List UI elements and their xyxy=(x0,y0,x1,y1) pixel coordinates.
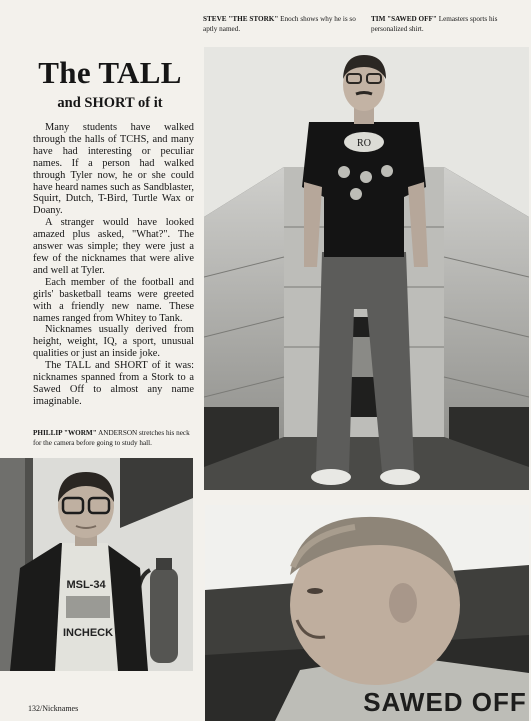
caption-sawed-off xyxy=(371,15,529,34)
paragraph: The TALL and SHORT of it was: nicknames spanned from a Stork to a Sawed Off to almost any name imaginable. xyxy=(33,360,194,407)
caption-sawed-off-name: TIM "SAWED OFF" xyxy=(371,15,437,23)
caption-stork xyxy=(203,15,363,34)
stork-shirt-logo: RO xyxy=(357,138,371,149)
worm-shirt-text: MSL-34 xyxy=(66,579,106,591)
caption-stork-name: STEVE "THE STORK" xyxy=(203,15,279,23)
paragraph: Each member of the football and girls' basketball teams were greeted with a friendly new name. These names ranged from Whitey to Tank. xyxy=(33,276,194,324)
caption-sawed-off-text: Lemasters sports his personalized shirt. xyxy=(371,15,498,33)
caption-worm-name: PHILLIP "WORM" xyxy=(33,429,97,437)
photo-stork xyxy=(204,47,529,490)
photo-sawed-off xyxy=(205,505,529,721)
sawed-off-shirt-text: SAWED OFF xyxy=(363,687,527,717)
article-body xyxy=(33,122,194,408)
page-number: 132/Nicknames xyxy=(28,704,79,713)
worm-shirt-text-2: INCHECK xyxy=(62,627,114,639)
caption-worm-text: ANDERSON stretches his neck for the camera before going to study hall. xyxy=(33,429,190,447)
page-title: The TALL xyxy=(38,55,182,90)
caption-stork-text: Enoch shows why he is so aptly named. xyxy=(203,15,356,33)
paragraph: A stranger would have looked amazed plus asked, "What?". The answer was simple; they were just a few of the nicknames that were alive and well at Tyler. xyxy=(33,217,194,276)
paragraph: Many students have walked through the halls of TCHS, and many have had interesting or peculiar names. If a person had walked through Tyler now, he or she could have heard names such as Sandblaster, Squirt, Dutch, T-Bird, Turtle Wax or Doany. xyxy=(33,122,194,217)
paragraph: Nicknames usually derived from height, weight, IQ, a sport, unusual qualities or just an inside joke. xyxy=(33,324,194,360)
caption-worm xyxy=(33,429,194,448)
page-subtitle: and SHORT of it xyxy=(57,95,163,111)
photo-worm xyxy=(0,458,193,671)
